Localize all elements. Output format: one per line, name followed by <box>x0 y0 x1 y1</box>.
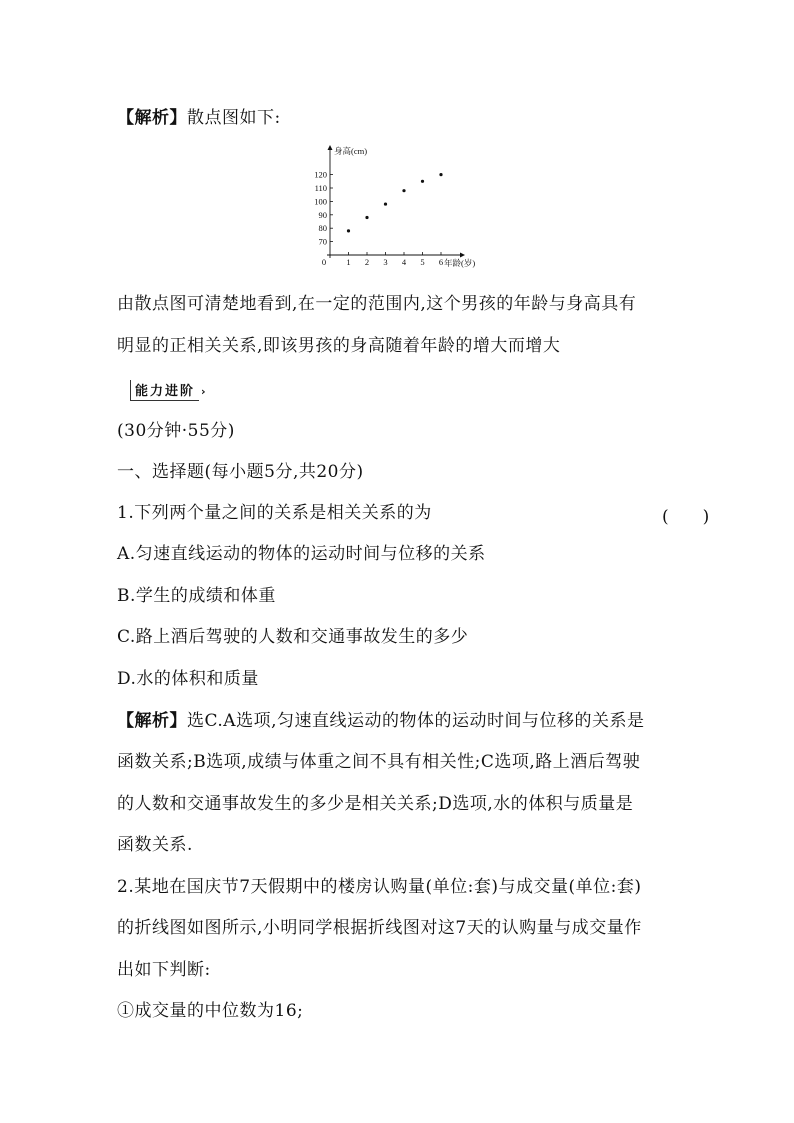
q2-item-1: ①成交量的中位数为16; <box>117 1001 304 1021</box>
y-tick-label: 110 <box>314 183 327 193</box>
origin-label: 0 <box>321 257 327 267</box>
data-point <box>365 216 368 219</box>
analysis-2-line-2: 函数关系;B选项,成绩与体重之间不具有相关性;C选项,路上酒后驾驶 <box>117 752 641 772</box>
part-title: 一、选择题(每小题5分,共20分) <box>117 462 364 482</box>
conclusion-line-2: 明显的正相关关系,即该男孩的身高随着年龄的增大而增大 <box>117 336 561 356</box>
data-point <box>384 202 387 205</box>
data-point <box>439 173 442 176</box>
chevron-right-icon: › <box>201 385 208 398</box>
x-tick-label: 6 <box>438 257 444 267</box>
analysis-2-text: 选C.A选项,匀速直线运动的物体的运动时间与位移的关系是 <box>187 711 645 731</box>
scatter-chart-svg <box>310 142 490 272</box>
section-banner-label: 能力进阶 <box>130 380 199 401</box>
scatter-chart <box>310 142 490 272</box>
analysis-tag: 【解析】 <box>117 711 187 731</box>
x-tick-label: 3 <box>383 257 388 267</box>
x-ticks <box>346 252 443 267</box>
data-points <box>347 173 443 232</box>
y-tick-label: 70 <box>318 236 327 247</box>
q2-line-1: 2.某地在国庆节7天假期中的楼房认购量(单位:套)与成交量(单位:套) <box>117 877 642 897</box>
y-tick-label: 80 <box>318 223 327 234</box>
analysis-1-line <box>117 107 281 129</box>
q1-stem: 1.下列两个量之间的关系是相关关系的为 <box>117 503 432 523</box>
analysis-2-line-4: 函数关系. <box>117 835 193 855</box>
q2-line-2: 的折线图如图所示,小明同学根据折线图对这7天的认购量与成交量作 <box>117 918 642 938</box>
section-banner <box>130 380 208 400</box>
y-tick-label: 90 <box>318 209 327 220</box>
x-axis-arrow <box>460 253 465 258</box>
q1-option-c: C.路上酒后驾驶的人数和交通事故发生的多少 <box>117 627 469 647</box>
data-point <box>421 180 424 183</box>
x-tick-label: 4 <box>401 257 407 267</box>
q2-line-3: 出如下判断: <box>117 960 211 980</box>
q1-option-a: A.匀速直线运动的物体的运动时间与位移的关系 <box>117 544 486 564</box>
conclusion-line-1: 由散点图可清楚地看到,在一定的范围内,这个男孩的年龄与身高具有 <box>117 294 637 314</box>
q1-option-b: B.学生的成绩和体重 <box>117 586 276 606</box>
time-score: (30分钟·55分) <box>117 421 235 441</box>
x-tick-label: 2 <box>364 257 370 267</box>
analysis-tag: 【解析】 <box>117 108 187 128</box>
y-tick-label: 120 <box>314 169 327 180</box>
x-axis-label: 年龄(岁) <box>444 258 476 268</box>
data-point <box>402 189 405 192</box>
data-point <box>347 229 350 232</box>
analysis-2-line-1 <box>117 710 645 732</box>
y-tick-label: 100 <box>314 196 327 207</box>
x-tick-label: 1 <box>346 257 351 267</box>
y-axis-label: 身高(cm) <box>334 146 368 156</box>
y-axis-arrow <box>328 145 333 150</box>
x-tick-label: 5 <box>420 257 425 267</box>
answer-blank: ( ) <box>662 507 710 527</box>
analysis-1-text: 散点图如下: <box>187 108 281 128</box>
q1-option-d: D.水的体积和质量 <box>117 669 259 689</box>
analysis-2-line-3: 的人数和交通事故发生的多少是相关关系;D选项,水的体积与质量是 <box>117 794 634 814</box>
